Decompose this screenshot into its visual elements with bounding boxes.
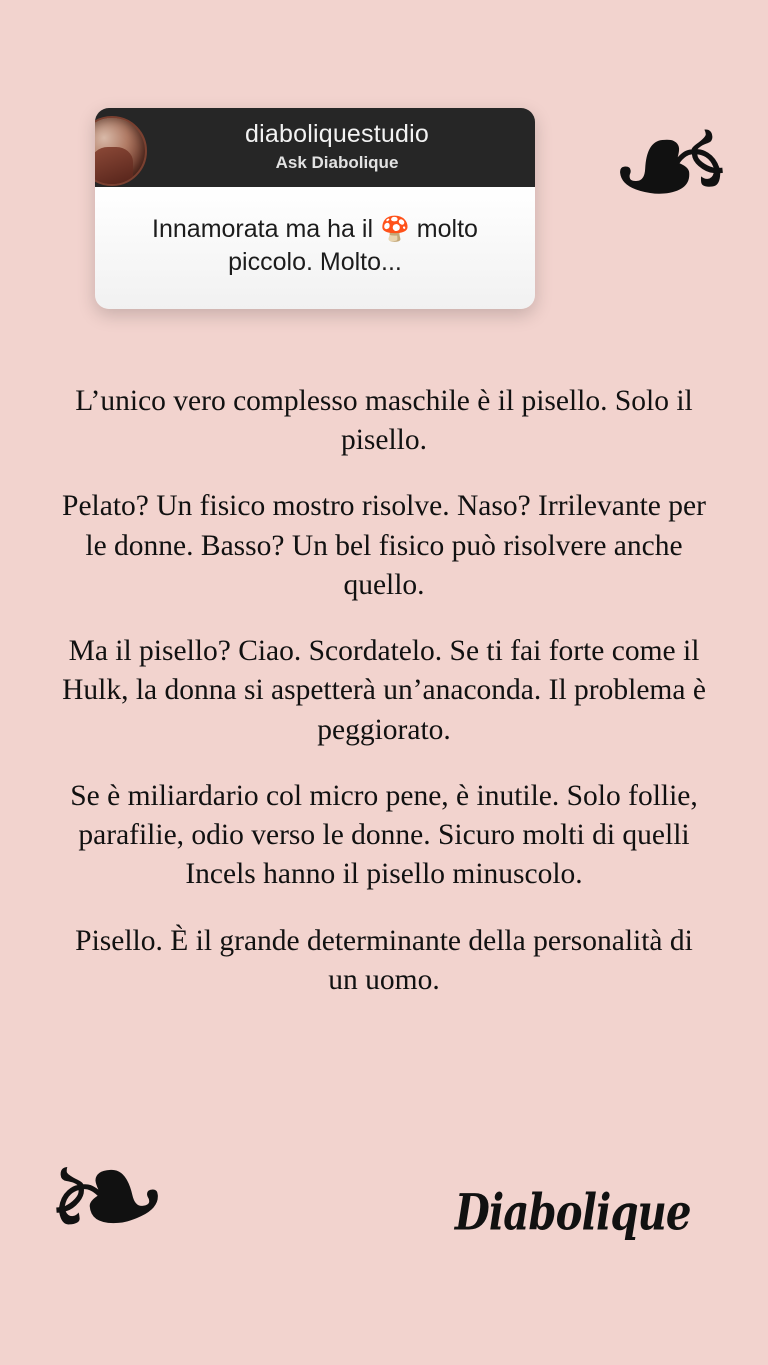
answer-paragraph: Ma il pisello? Ciao. Scordatelo. Se ti fai forte come il Hulk, la donna si aspetterà un’anaconda. Il problema è peggiorato. [62, 635, 706, 746]
question-text-before: Innamorata ma ha il [152, 214, 373, 243]
brand-logo: Diabolique [455, 1183, 692, 1242]
account-username: diaboliquestudio [245, 120, 429, 148]
avatar [95, 116, 147, 186]
answer-paragraph: Pelato? Un fisico mostro risolve. Naso? Irrilevante per le donne. Basso? Un bel fisico può risolvere anche quello. [62, 490, 706, 601]
answer-paragraph: L’unico vero complesso maschile è il pisello. Solo il pisello. [75, 385, 693, 457]
question-text [119, 213, 511, 279]
question-sticker-header [95, 108, 535, 187]
question-sticker-body [95, 187, 535, 309]
answer-paragraph: Se è miliardario col micro pene, è inutile. Solo follie, parafilie, odio verso le donne. Sicuro molti di quelli Incels hanno il pisello minuscolo. [70, 779, 698, 891]
question-sticker [95, 108, 535, 309]
answer-paragraph: Pisello. È il grande determinante della personalità di un uomo. [75, 924, 693, 996]
question-prompt-label: Ask Diabolique [275, 152, 399, 172]
answer-text-block [60, 382, 708, 1000]
question-text-after: molto piccolo. Molto... [228, 214, 478, 276]
ornamental-flourish-icon: ❧ [599, 73, 743, 261]
question-sticker-titles [153, 120, 521, 173]
ornamental-flourish-icon: ❧ [38, 1106, 176, 1290]
mushroom-icon: 🍄 [379, 214, 410, 243]
